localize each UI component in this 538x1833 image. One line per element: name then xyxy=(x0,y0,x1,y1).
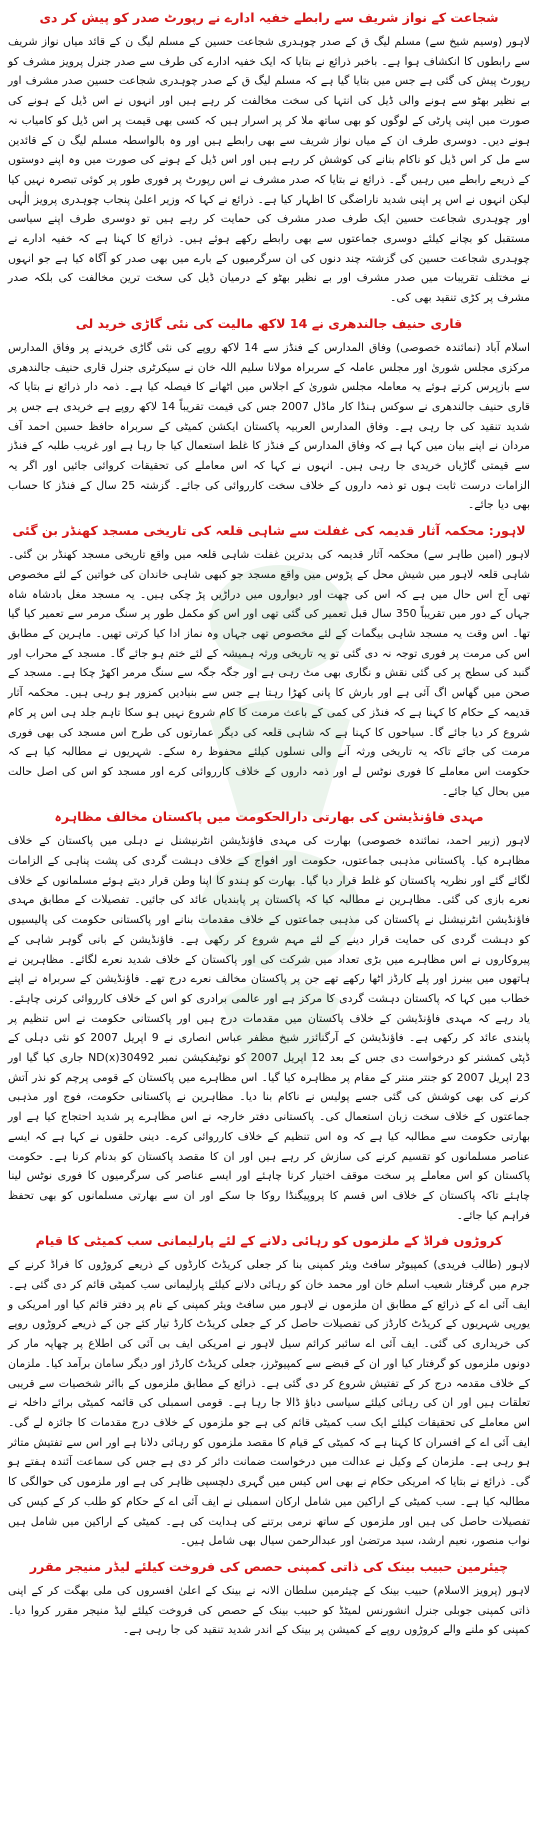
news-story-qari-hanif xyxy=(8,314,530,515)
story-headline: قاری حنیف جالندھری نے 14 لاکھ مالیت کی نئی گاڑی خرید لی xyxy=(75,315,463,331)
story-headline: چیئرمین حبیب بینک کی ذاتی کمپنی حصص کی فروخت کیلئے لیڈر منیجر مقرر xyxy=(29,1558,509,1574)
story-headline: شجاعت کے نواز شریف سے رابطے خفیہ ادارے نے رپورٹ صدر کو پیش کر دی xyxy=(39,10,499,25)
story-body: اسلام آباد (نمائندہ خصوصی) وفاق المدارس کے فنڈز سے 14 لاکھ روپے کی نئی گاڑی خریدنے پر وفاق المدارس مرکزی مجلس شوریٰ اور مجلس عاملہ کے سربراہ مولانا سلیم اللہ خان نے سیکرٹری جنرل قاری حنیف جالندھری سے بازپرس کرتے ہوئے یہ معاملہ مجلس شوریٰ کے اجلاس میں اٹھانے کا فیصلہ کیا ہے۔ ذمہ دار ذرائع نے بتایا کہ قاری حنیف جالندھری نے سوکس ہنڈا کار ماڈل 2007 جس کی قیمت تقریباً 14 لاکھ روپے ہے خریدی ہے جس پر شدید تنقید کی جا رہی ہے۔ وفاق المدارس العربیہ پاکستان ایکشن کمیٹی کے سربراہ حافظ حسین احمد آف مردان نے اپنے بیان میں کہا ہے کہ وفاق المدارس کے فنڈز کا غلط استعمال کیا جا رہا ہے اور غریب طلبہ کے فنڈز سے قیمتی گاڑیاں خریدی جا رہی ہیں۔ انہوں نے کہا کہ اس معاملے کی تحقیقات کروائی جائیں اور اگر یہ الزامات درست ثابت ہوں تو ذمہ داروں کے خلاف سخت کارروائی کی جائے۔ گزشتہ 25 سال کے فنڈز کا حساب بھی دیا جائے۔ xyxy=(8,340,531,512)
story-body: لاہور (پرویز الاسلام) حبیب بینک کے چیئرمین سلطان الانہ نے بینک کے اعلیٰ افسروں کی ملی بھگت کر کے اپنی ذاتی کمپنی جوبلی جنرل انشورنس لمیٹڈ کو حبیب بینک کے حصص کی فروخت کیلئے لیڈ منیجر مقرر کروا دیا۔ کمپنی کو ملنے والے کروڑوں روپے کے کمیشن پر بینک کے اندر شدید تنقید کی جا رہی ہے۔ xyxy=(8,1583,530,1637)
news-story-shahi-qila-mosque xyxy=(8,521,530,801)
story-headline: کروڑوں فراڈ کے ملزموں کو رہائی دلانے کے لئے پارلیمانی سب کمیٹی کا قیام xyxy=(35,1233,503,1249)
news-story-shujaat xyxy=(8,8,530,308)
news-story-fraud-committee xyxy=(8,1231,530,1551)
story-headline: لاہور: محکمہ آثار قدیمہ کی غفلت سے شاہی قلعہ کی تاریخی مسجد کھنڈر بن گئی xyxy=(12,523,526,539)
story-body: لاہور (امین طاہر سے) محکمہ آثار قدیمہ کی بدترین غفلت شاہی قلعہ میں واقع تاریخی مسجد کھنڈر بن گئی۔ شاہی قلعہ لاہور میں شیش محل کے پڑوس میں واقع مسجد جو کبھی شاہی خاندان کی خواتین کے لئے مخصوص تھی آج اس حال میں ہے کہ اس کی چھت اور دیواروں میں دراڑیں پڑ چکی ہیں۔ یہ مسجد مغل بادشاہ شاہ جہاں کے دور میں تقریباً 350 سال قبل تعمیر کی گئی تھی اور اس کو مکمل طور پر سنگ مرمر سے تعمیر کیا گیا تھا۔ اس وقت یہ مسجد شاہی بیگمات کے لئے مخصوص تھی جہاں وہ نماز ادا کیا کرتی تھیں۔ ماہرین کے مطابق اس کی مرمت پر فوری توجہ نہ دی گئی تو یہ تاریخی ورثہ ہمیشہ کے لئے ختم ہو جائے گا۔ مسجد کے محراب اور گنبد کی سطح پر کی گئی نقش و نگاری بھی مٹ رہی ہے اور جگہ جگہ سے سنگ مرمر اکھڑ چکا ہے۔ مسجد کے صحن میں گھاس اگ آئی ہے اور بارش کا پانی کھڑا رہتا ہے جس سے بنیادیں کمزور ہو رہی ہیں۔ محکمہ آثار قدیمہ کے حکام کا کہنا ہے کہ فنڈز کی کمی کے باعث مرمت کا کام شروع نہیں ہو سکا تاہم جلد ہی اس پر کام شروع کر دیا جائے گا۔ سیاحوں کا کہنا ہے کہ شاہی قلعہ کی دیگر عمارتوں کی طرح اس مسجد کی بھی فوری مرمت کی جائے تاکہ یہ تاریخی ورثہ آنے والی نسلوں کیلئے محفوظ رہ سکے۔ شہریوں نے مطالبہ کیا ہے کہ حکومت اس معاملے کا فوری نوٹس لے اور ذمہ داروں کے خلاف کارروائی کرے اور مسجد کو اس کی اصل حالت میں بحال کیا جائے۔ xyxy=(8,548,530,798)
story-headline: مہدی فاؤنڈیشن کی بھارتی دارالحکومت میں پاکستان مخالف مظاہرہ xyxy=(54,809,484,825)
story-body: لاہور (طالب فریدی) کمپیوٹر سافٹ ویئر کمپنی بنا کر جعلی کریڈٹ کارڈوں کے ذریعے کروڑوں کا فراڈ کرنے کے جرم میں گرفتار شعیب اسلم خان اور محمد خان کو رہائی دلانے کیلئے پارلیمانی سب کمیٹی قائم کر دی گئی ہے۔ ایف آئی اے کے ذرائع کے مطابق ان ملزموں نے لاہور میں سافٹ ویئر کمپنی کے نام پر دفتر قائم کیا اور امریکی و یورپی شہریوں کے کریڈٹ کارڈز کی تفصیلات حاصل کر کے جعلی کریڈٹ کارڈ تیار کئے جن کے ذریعے کروڑوں روپے کی خریداری کی گئی۔ ایف آئی اے سائبر کرائم سیل لاہور نے امریکی ایف بی آئی کی اطلاع پر چھاپہ مار کر دونوں ملزموں کو گرفتار کیا اور ان کے قبضے سے کمپیوٹرز، جعلی کریڈٹ کارڈز اور دیگر سامان برآمد کیا۔ ملزمان کے خلاف مقدمہ درج کر کے تفتیش شروع کر دی گئی ہے۔ ذرائع کے مطابق ملزموں کے بااثر شخصیات سے قریبی تعلقات ہیں اور ان کی رہائی کیلئے سیاسی دباؤ ڈالا جا رہا ہے۔ قومی اسمبلی کی قائمہ کمیٹی برائے داخلہ نے اس معاملے کی تحقیقات کیلئے ایک سب کمیٹی قائم کی ہے جو ملزموں کے خلاف درج مقدمات کا جائزہ لے گی۔ ایف آئی اے کے افسران کا کہنا ہے کہ کمیٹی کے قیام کا مقصد ملزموں کو رہائی دلانا ہے اور اس سے تفتیش متاثر ہو رہی ہے۔ ملزمان کے وکیل نے عدالت میں درخواست ضمانت دائر کر دی ہے جس کی سماعت آئندہ ہفتے ہو گی۔ ذرائع نے بتایا کہ امریکی حکام نے بھی اس کیس میں گہری دلچسپی ظاہر کی ہے اور ملزموں کی حوالگی کا مطالبہ کیا ہے۔ سب کمیٹی کے اراکین میں شامل ارکان اسمبلی نے ایف آئی اے کے حکام کو طلب کر کے کیس کی تفصیلات حاصل کی ہیں اور ملزموں کے ساتھ نرمی برتنے کی ہدایت کی ہے۔ کمیٹی کے اراکین میں شامل ہیں نواب منصور، نعیم ارشد، سید مرتضیٰ اور عبدالرحمن سیال بھی شامل ہیں۔ xyxy=(8,1258,530,1548)
news-story-mehdi-foundation xyxy=(8,807,530,1225)
news-story-habib-bank xyxy=(8,1557,530,1640)
story-body: لاہور (زبیر احمد، نمائندہ خصوصی) بھارت کی مہدی فاؤنڈیشن انٹرنیشنل نے دہلی میں پاکستان کے خلاف مظاہرہ کیا۔ پاکستانی مذہبی جماعتوں، حکومت اور افواج کے خلاف دہشت گردی کی پشت پناہی کے الزامات لگائے گئے اور نظریہ پاکستان کو غلط قرار دیا گیا۔ بھارت کو ہندو کا اپنا وطن قرار دیتے ہوئے مسلمانوں کے خلاف نعرے بازی کی گئی۔ مظاہرین نے مطالبہ کیا کہ پاکستان پر پابندیاں عائد کی جائیں۔ تفصیلات کے مطابق مہدی فاؤنڈیشن انٹرنیشنل نے پاکستان کی مذہبی جماعتوں کے خلاف مقدمات بنانے اور پاکستانی حکومت کی پالیسیوں کو دہشت گردی کی حمایت قرار دینے کے لئے مہم شروع کر رکھی ہے۔ فاؤنڈیشن کے بانی گوہر شاہی کے پیروکاروں نے اس مظاہرے میں بڑی تعداد میں شرکت کی اور پاکستان کے خلاف شدید نعرے لگائے۔ مظاہرین نے ہاتھوں میں بینرز اور پلے کارڈز اٹھا رکھے تھے جن پر پاکستان مخالف نعرے درج تھے۔ فاؤنڈیشن کے سربراہ نے اپنے خطاب میں کہا کہ پاکستان دہشت گردی کا مرکز ہے اور عالمی برادری کو اس کے خلاف کارروائی کرنی چاہئے۔ یاد رہے کہ مہدی فاؤنڈیشن کے خلاف پاکستان میں مقدمات درج ہیں اور پاکستانی حکومت نے اس تنظیم پر پابندی عائد کر رکھی ہے۔ فاؤنڈیشن کے آرگنائزر شیخ مظفر عباس انصاری نے 9 اپریل 2007 کو نئی دہلی کے ڈپٹی کمشنر کو درخواست دی جس کے بعد 12 اپریل 2007 کو نوٹیفکیشن نمبر ND(x)30492 جاری کیا گیا اور 23 اپریل 2007 کو جنتر منتر کے مقام پر مظاہرہ کیا گیا۔ اس مظاہرے میں پاکستان کے قومی پرچم کو نذر آتش کرنے کی بھی کوشش کی گئی جسے پولیس نے ناکام بنا دیا۔ مظاہرین نے پاکستانی حکومت، فوج اور مذہبی جماعتوں کے خلاف سخت زبان استعمال کی۔ پاکستانی دفتر خارجہ نے اس مظاہرے پر شدید احتجاج کیا ہے اور بھارتی حکومت سے مطالبہ کیا ہے کہ وہ اس تنظیم کے خلاف کارروائی کرے۔ دینی حلقوں نے کہا ہے کہ ایسے عناصر مسلمانوں کو تقسیم کرنے کی سازش کر رہے ہیں اور ان کا مقصد پاکستان کو بدنام کرنا ہے۔ حکومت پاکستان کو اس معاملے پر سخت موقف اختیار کرنا چاہئے اور ایسے عناصر کی سرگرمیوں کا فوری نوٹس لینا چاہئے تاکہ پاکستان کے خلاف اس قسم کا پروپیگنڈا روکا جا سکے اور ان سے بھارتی مسلمانوں کو بھی تحفظ فراہم کیا جائے۔ xyxy=(8,834,530,1222)
story-body: لاہور (وسیم شیخ سے) مسلم لیگ ق کے صدر چوہدری شجاعت حسین کے مسلم لیگ ن کے قائد میاں نواز شریف سے رابطوں کا انکشاف ہوا ہے۔ باخبر ذرائع نے بتایا کہ ایک خفیہ ادارے کی طرف سے صدر جنرل پرویز مشرف کو رپورٹ پیش کی گئی ہے جس میں بتایا گیا ہے کہ مسلم لیگ ق کے صدر چوہدری شجاعت حسین صدر مشرف اور بے نظیر بھٹو سے ہونے والی ڈیل کی انتہا کی سخت مخالفت کر رہے ہیں اور انہوں نے اس ڈیل کے ہونے کی صورت میں اپنی پارٹی کے لوگوں کو بھی ساتھ ملا کر پر اسرار ہیں کہ کسی بھی قیمت پر اس ڈیل کو کامیاب نہ ہونے دیں۔ دوسری طرف ان کے میاں نواز شریف سے بھی رابطے ہیں اور وہ بالواسطہ مسلم لیگ ن کے قائدین سے مل کر اس ڈیل کو ناکام بنانے کی کوشش کر رہے ہیں اور اس ڈیل کے ہونے کی صورت میں وہ اپنے دوستوں کے ذریعے رابطے میں رہیں گے۔ ذرائع نے بتایا کہ صدر مشرف نے اس رپورٹ پر فوری طور پر کوئی تبصرہ نہیں کیا لیکن انہوں نے اس پر اپنی شدید ناراضگی کا اظہار کیا ہے۔ ذرائع نے کہا کہ وزیر اعلیٰ پنجاب چوہدری پرویز الٰہی اور چوہدری شجاعت حسین ایک طرف صدر مشرف کی حمایت کر رہے ہیں تو دوسری طرف اپنے سیاسی مستقبل کو بچانے کیلئے دوسری جماعتوں سے بھی رابطے رکھے ہوئے ہیں۔ ذرائع کا کہنا ہے کہ خفیہ ادارے نے چوہدری شجاعت حسین کی گزشتہ چند دنوں کی ان سرگرمیوں کے بارے میں بھی صدر کو آگاہ کیا ہے جو انہوں نے مختلف تقریبات میں صدر مشرف اور بے نظیر بھٹو کے درمیان ڈیل کی سخت ترین مخالفت کی بلکہ صدر مشرف پر کڑی تنقید بھی کی۔ xyxy=(8,35,530,305)
